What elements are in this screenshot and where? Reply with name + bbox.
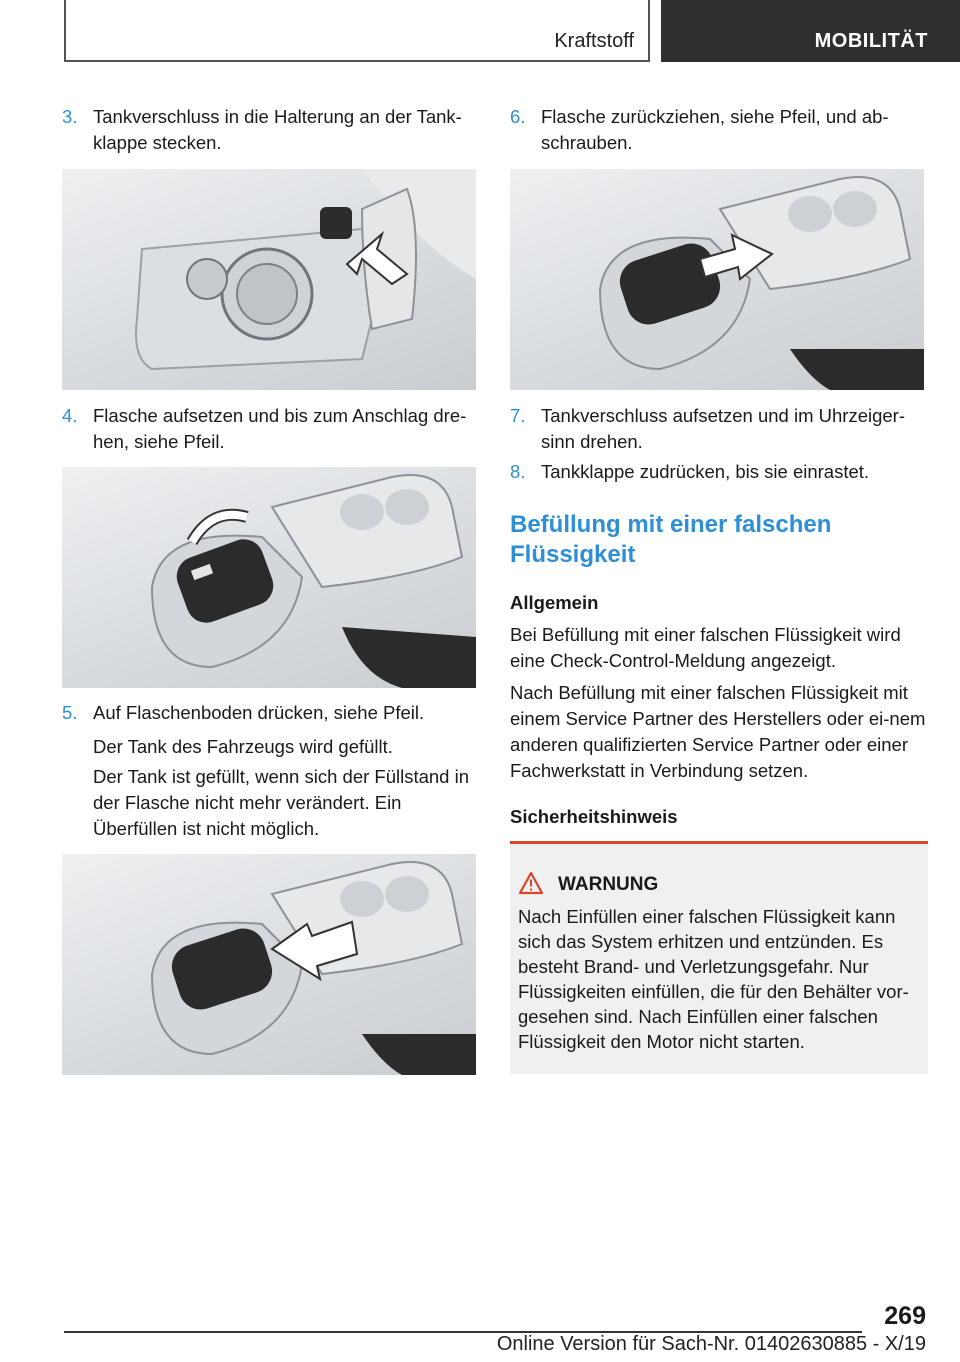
step-5-note-1: Der Tank des Fahrzeugs wird gefüllt. xyxy=(93,736,393,757)
step-5-note-2: Der Tank ist gefüllt, wenn sich der Füllstand in der Flasche nicht mehr verändert. Ein Überfüllen ist nicht möglich. xyxy=(93,766,470,839)
illustration-bottle-remove xyxy=(510,169,924,390)
step-text: Flasche zurückziehen, siehe Pfeil, und ab-schrauben. xyxy=(541,106,889,153)
illustration-bottle-attach-graphic xyxy=(62,467,476,688)
illustration-cap-holder-graphic xyxy=(62,169,476,390)
step-number: 8. xyxy=(510,461,526,482)
warning-box xyxy=(510,841,928,1074)
warning-title: WARNUNG xyxy=(558,874,659,895)
section-heading: Befüllung mit einer falschen Flüssigkeit xyxy=(510,511,832,568)
illustration-bottle-press-graphic xyxy=(62,854,476,1075)
warning-triangle-icon xyxy=(518,871,544,895)
illustration-bottle-attach xyxy=(62,467,476,688)
footer-online-version: Online Version für Sach-Nr. 01402630885 - X/19 xyxy=(496,1333,926,1355)
step-number: 3. xyxy=(62,106,78,127)
subheading-general: Allgemein xyxy=(510,592,599,613)
paragraph-service-partner: Nach Befüllung mit einer falschen Flüssigkeit mit einem Service Partner des Herstellers oder ei-nem anderen qualifizierten Service Partner oder einer Fachwerkstatt in Verbindung setzen. xyxy=(510,682,926,781)
step-4 xyxy=(62,403,476,455)
step-number: 5. xyxy=(62,702,78,723)
illustration-cap-holder xyxy=(62,169,476,390)
step-3 xyxy=(62,104,476,156)
illustration-bottle-remove-graphic xyxy=(510,169,924,390)
step-text: Tankverschluss in die Halterung an der Tank-klappe stecken. xyxy=(93,106,462,153)
step-text: Flasche aufsetzen und bis zum Anschlag dre-hen, siehe Pfeil. xyxy=(93,405,467,452)
header-chapter-title: MOBILITÄT xyxy=(814,30,928,52)
page-number: 269 xyxy=(884,1302,926,1330)
paragraph-check-control: Bei Befüllung mit einer falschen Flüssigkeit wird eine Check-Control-Meldung angezeigt. xyxy=(510,624,901,671)
step-text: Tankklappe zudrücken, bis sie einrastet. xyxy=(541,461,870,482)
subheading-safety: Sicherheitshinweis xyxy=(510,806,678,827)
header-chapter-box xyxy=(661,0,960,62)
step-7 xyxy=(510,403,928,455)
header-section-box xyxy=(64,0,650,62)
step-8 xyxy=(510,459,928,485)
warning-text: Nach Einfüllen einer falschen Flüssigkeit kann sich das System erhitzen und entzünden. Es besteht Brand- und Verletzungsgefahr. Nur Flüssigkeiten einfüllen, die für den Behälter vor-gesehen sind. Nach Einfüllen einer falschen Flüssigkeit den Motor nicht starten. xyxy=(518,906,909,1052)
step-number: 7. xyxy=(510,405,526,426)
step-6 xyxy=(510,104,928,156)
illustration-bottle-press xyxy=(62,854,476,1075)
step-text: Auf Flaschenboden drücken, siehe Pfeil. xyxy=(93,702,425,723)
step-5 xyxy=(62,700,476,726)
header-section-title: Kraftstoff xyxy=(554,30,634,52)
step-number: 6. xyxy=(510,106,526,127)
step-text: Tankverschluss aufsetzen und im Uhrzeiger-sinn drehen. xyxy=(541,405,905,452)
step-number: 4. xyxy=(62,405,78,426)
